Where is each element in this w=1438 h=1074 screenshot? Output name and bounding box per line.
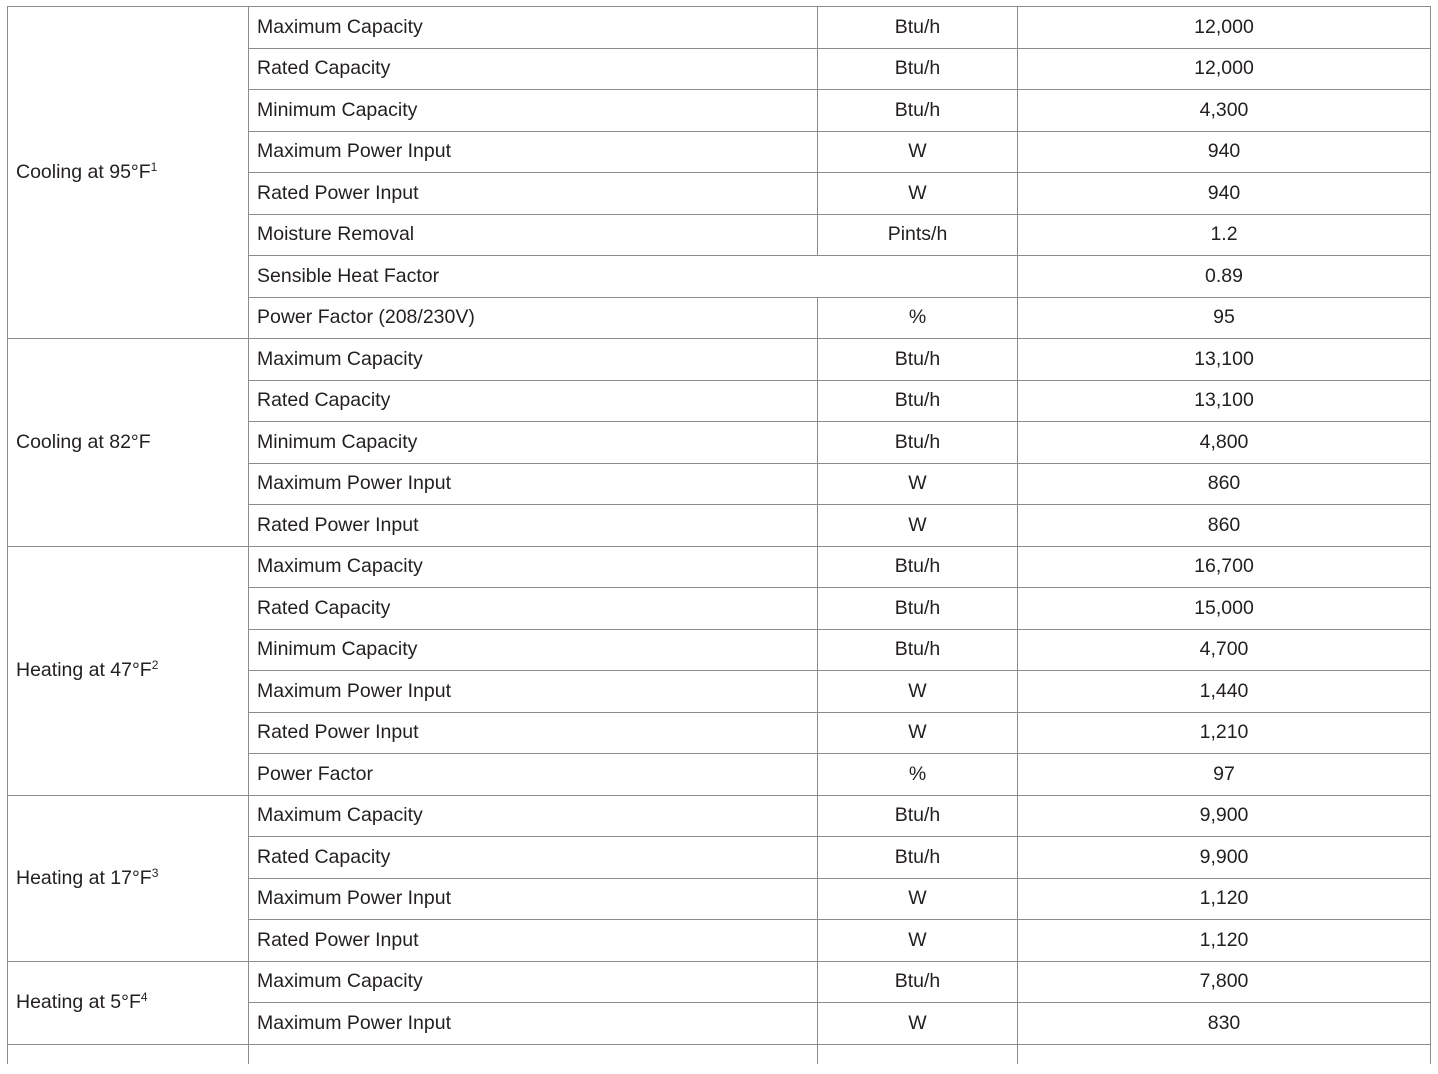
unit-cell: Btu/h xyxy=(818,422,1018,464)
footnote-marker: 2 xyxy=(151,658,159,672)
unit-cell: W xyxy=(818,920,1018,962)
parameter-cell: Maximum Power Input xyxy=(249,463,818,505)
unit-cell: Btu/h xyxy=(818,546,1018,588)
unit-cell: W xyxy=(818,671,1018,713)
value-cell: 940 xyxy=(1018,131,1431,173)
value-cell: 13,100 xyxy=(1018,380,1431,422)
parameter-cell: Power Factor xyxy=(249,754,818,796)
empty-cell xyxy=(818,1044,1018,1064)
value-cell: 12,000 xyxy=(1018,7,1431,49)
parameter-cell: Minimum Capacity xyxy=(249,90,818,132)
specifications-table xyxy=(7,6,1431,1064)
footnote-marker: 4 xyxy=(140,990,148,1004)
parameter-cell: Maximum Capacity xyxy=(249,7,818,49)
condition-label: Heating at 47°F xyxy=(16,659,152,681)
unit-cell: W xyxy=(818,131,1018,173)
unit-cell: Btu/h xyxy=(818,7,1018,49)
unit-cell: % xyxy=(818,754,1018,796)
unit-cell: W xyxy=(818,463,1018,505)
parameter-cell: Maximum Capacity xyxy=(249,546,818,588)
parameter-cell: Maximum Power Input xyxy=(249,878,818,920)
parameter-cell: Rated Capacity xyxy=(249,48,818,90)
value-cell: 4,300 xyxy=(1018,90,1431,132)
unit-cell: W xyxy=(818,173,1018,215)
unit-cell: Btu/h xyxy=(818,961,1018,1003)
condition-group-cell xyxy=(8,961,249,1044)
table-row xyxy=(8,961,1431,1003)
unit-cell: Btu/h xyxy=(818,90,1018,132)
unit-cell: W xyxy=(818,712,1018,754)
parameter-cell: Sensible Heat Factor xyxy=(249,256,1018,298)
value-cell: 1,210 xyxy=(1018,712,1431,754)
table-row xyxy=(8,7,1431,49)
unit-cell: Btu/h xyxy=(818,795,1018,837)
condition-group-cell xyxy=(8,546,249,795)
parameter-cell: Minimum Capacity xyxy=(249,629,818,671)
condition-group-cell xyxy=(8,7,249,339)
parameter-cell: Power Factor (208/230V) xyxy=(249,297,818,339)
table-row xyxy=(8,795,1431,837)
footnote-marker: 3 xyxy=(151,865,159,880)
empty-cell xyxy=(1018,1044,1431,1064)
value-cell: 9,900 xyxy=(1018,795,1431,837)
parameter-cell: Rated Power Input xyxy=(249,173,818,215)
unit-cell: Pints/h xyxy=(818,214,1018,256)
value-cell: 860 xyxy=(1018,505,1431,547)
parameter-cell: Moisture Removal xyxy=(249,214,818,256)
value-cell: 13,100 xyxy=(1018,339,1431,381)
parameter-cell: Rated Capacity xyxy=(249,380,818,422)
parameter-cell: Rated Power Input xyxy=(249,920,818,962)
value-cell: 9,900 xyxy=(1018,837,1431,879)
parameter-cell: Maximum Capacity xyxy=(249,339,818,381)
empty-cell xyxy=(8,1044,249,1064)
parameter-cell: Minimum Capacity xyxy=(249,422,818,464)
value-cell: 16,700 xyxy=(1018,546,1431,588)
unit-cell: Btu/h xyxy=(818,380,1018,422)
value-cell: 4,700 xyxy=(1018,629,1431,671)
parameter-cell: Maximum Power Input xyxy=(249,131,818,173)
parameter-cell: Rated Power Input xyxy=(249,505,818,547)
condition-label: Heating at 17°F xyxy=(16,866,152,889)
unit-cell: Btu/h xyxy=(818,837,1018,879)
condition-group-cell xyxy=(8,795,249,961)
unit-cell: Btu/h xyxy=(818,629,1018,671)
parameter-cell: Rated Capacity xyxy=(249,588,818,630)
parameter-cell: Rated Power Input xyxy=(249,712,818,754)
unit-cell: Btu/h xyxy=(818,48,1018,90)
value-cell: 1.2 xyxy=(1018,214,1431,256)
parameter-cell: Maximum Power Input xyxy=(249,1003,818,1045)
parameter-cell: Rated Capacity xyxy=(249,837,818,879)
table-row xyxy=(8,546,1431,588)
condition-label: Heating at 5°F xyxy=(16,991,141,1013)
footnote-marker: 1 xyxy=(150,160,158,174)
value-cell: 940 xyxy=(1018,173,1431,215)
value-cell: 830 xyxy=(1018,1003,1431,1045)
unit-cell: W xyxy=(818,1003,1018,1045)
value-cell: 4,800 xyxy=(1018,422,1431,464)
parameter-cell: Maximum Power Input xyxy=(249,671,818,713)
value-cell: 97 xyxy=(1018,754,1431,796)
table-continuation-row xyxy=(8,1044,1431,1064)
value-cell: 1,440 xyxy=(1018,671,1431,713)
value-cell: 15,000 xyxy=(1018,588,1431,630)
value-cell: 7,800 xyxy=(1018,961,1431,1003)
value-cell: 0.89 xyxy=(1018,256,1431,298)
empty-cell xyxy=(249,1044,818,1064)
condition-label: Cooling at 95°F xyxy=(16,161,151,183)
condition-label: Cooling at 82°F xyxy=(16,430,151,453)
parameter-cell: Maximum Capacity xyxy=(249,795,818,837)
value-cell: 1,120 xyxy=(1018,878,1431,920)
value-cell: 12,000 xyxy=(1018,48,1431,90)
condition-group-cell xyxy=(8,339,249,547)
unit-cell: W xyxy=(818,878,1018,920)
unit-cell: Btu/h xyxy=(818,339,1018,381)
unit-cell: W xyxy=(818,505,1018,547)
parameter-cell: Maximum Capacity xyxy=(249,961,818,1003)
unit-cell: Btu/h xyxy=(818,588,1018,630)
unit-cell: % xyxy=(818,297,1018,339)
specifications-table-body xyxy=(8,7,1431,1065)
value-cell: 1,120 xyxy=(1018,920,1431,962)
value-cell: 95 xyxy=(1018,297,1431,339)
table-row xyxy=(8,339,1431,381)
value-cell: 860 xyxy=(1018,463,1431,505)
